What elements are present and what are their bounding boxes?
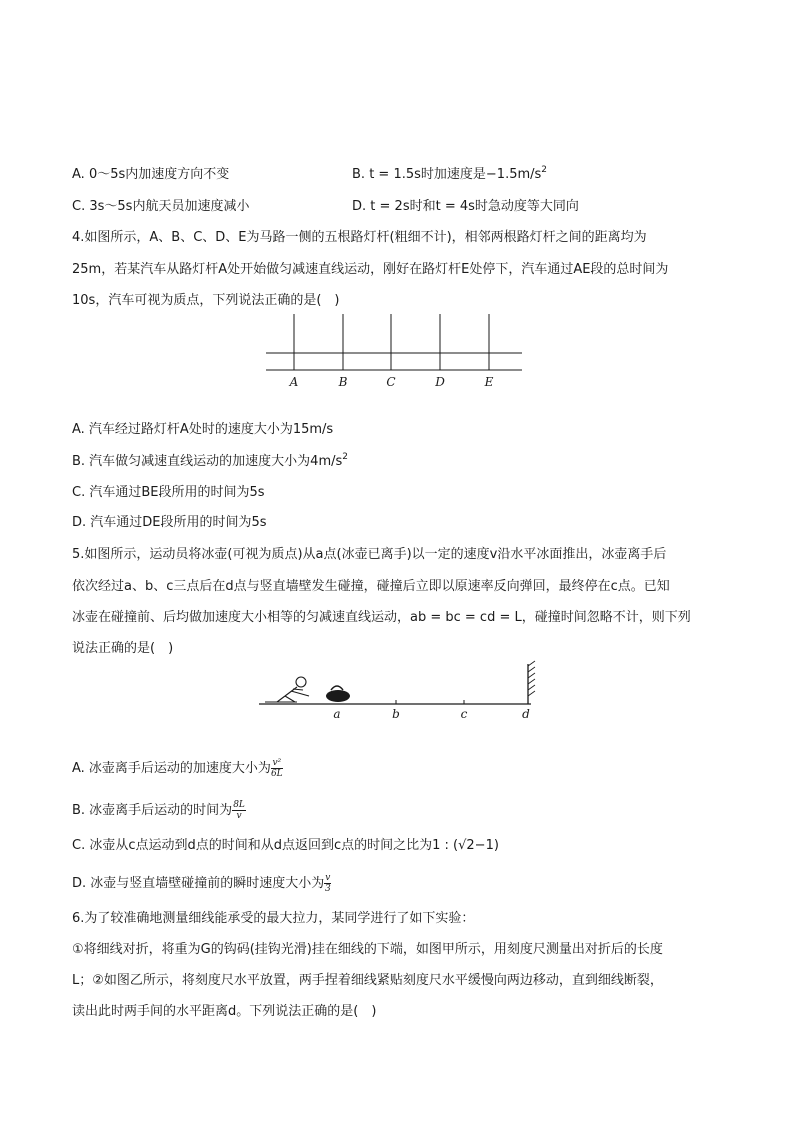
q5-stem-line-2: 依次经过a、b、c三点后在d点与竖直墙壁发生碰撞，碰撞后立即以原速率反向弹回，最终停在c点。已知 [72,579,670,594]
q5-option-a: A. 冰壶离手后运动的加速度大小为 $\frac{\text{v²}}{6L}$ [72,758,283,779]
q6-stem-line-2: ①将细线对折，将重为G的钩码(挂钩光滑)挂在细线的下端，如图甲所示，用刻度尺测量出对折后的长度 [72,942,663,957]
curling-stone-handle [331,686,343,690]
q3-option-b: B. t = 1.5s时加速度是$-1.5m/s^2$ [352,165,548,182]
q4-option-b: B. 汽车做匀减速直线运动的加速度大小为$4m/s^2$ [72,452,349,469]
q3-option-c: C. 3s～5s内航天员加速度减小 [72,199,250,214]
pole-label-e: E [484,375,494,389]
fraction-8l-over-v: $\frac{8L}{v}$ [233,800,245,821]
pole-label-c: C [386,375,396,389]
q4-option-a: A. 汽车经过路灯杆A处时的速度大小为15m/s [72,422,334,437]
q3-option-a: A. 0～5s内加速度方向不变 [72,167,230,182]
q5-option-c: C. 冰壶从c点运动到d点的时间和从d点返回到c点的时间之比为1 : (√2−1) [72,838,499,853]
q5-option-d: D. 冰壶与竖直墙壁碰撞前的瞬时速度大小为 $\frac{v}{3}$ [72,873,331,894]
curling-figure [255,660,545,724]
pole-label-b: B [338,375,348,389]
point-label-b: b [392,707,400,721]
q6-stem-line-3: L；②如图乙所示，将刻度尺水平放置，两手捏着细线紧贴刻度尺水平缓慢向两边移动，直到细线断裂， [72,973,663,988]
q5-stem-line-3: 冰壶在碰撞前、后均做加速度大小相等的匀减速直线运动，ab = bc = cd = L，碰撞时间忽略不计，则下列 [72,610,691,625]
fraction-v2-over-6l: $\frac{\text{v²}}{6L}$ [270,758,283,779]
q6-stem-line-4: 读出此时两手间的水平距离d。下列说法正确的是( ) [72,1004,377,1019]
pole-label-d: D [435,375,445,389]
wall-hatching [528,661,535,696]
q5-stem-line-1: 5.如图所示，运动员将冰壶(可视为质点)从a点(冰壶已离手)以一定的速度v沿水平冰面推出，冰壶离手后 [72,547,667,562]
q4-stem-line-1: 4.如图所示，A、B、C、D、E为马路一侧的五根路灯杆(粗细不计)，相邻两根路灯杆之间的距离均为 [72,230,647,245]
pole-label-a: A [289,375,299,389]
athlete-figure [265,677,309,702]
point-label-a: a [333,707,341,721]
q4-option-c: C. 汽车通过BE段所用的时间为5s [72,485,265,500]
q5-option-b: B. 冰壶离手后运动的时间为 $\frac{8L}{v}$ [72,800,245,821]
q4-option-d: D. 汽车通过DE段所用的时间为5s [72,515,267,530]
point-label-d: d [522,707,530,721]
q3-option-d: D. t = 2s时和t = 4s时急动度等大同向 [352,199,579,214]
q5-stem-line-4: 说法正确的是( ) [72,641,174,656]
q6-stem-line-1: 6.为了较准确地测量细线能承受的最大拉力，某同学进行了如下实验： [72,911,475,926]
point-label-c: c [460,707,468,721]
fraction-v-over-3: $\frac{v}{3}$ [324,873,331,894]
street-lamp-figure [260,310,530,392]
curling-stone [326,690,350,702]
q4-stem-line-3: 10s，汽车可视为质点，下列说法正确的是( ) [72,293,340,308]
q4-stem-line-2: 25m，若某汽车从路灯杆A处开始做匀减速直线运动，刚好在路灯杆E处停下，汽车通过AE段的总时间为 [72,262,669,277]
